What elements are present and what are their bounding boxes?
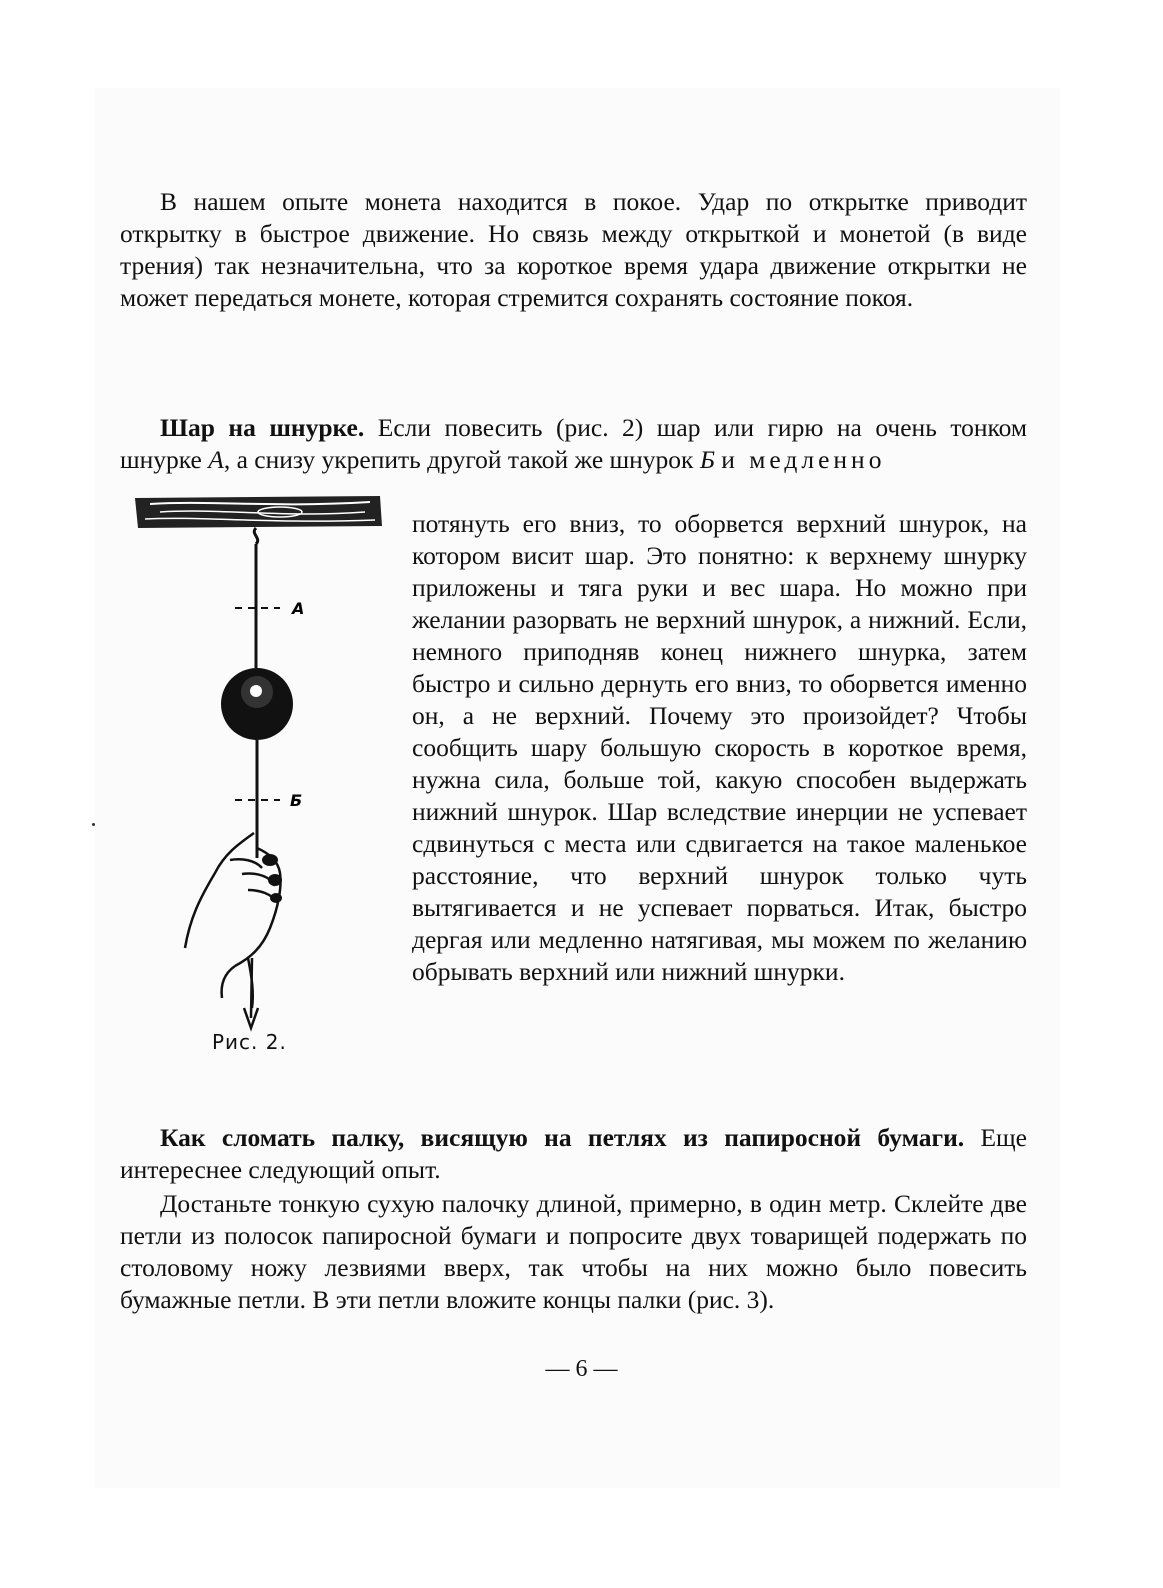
label-a-inline: А xyxy=(208,445,224,474)
speck xyxy=(92,823,95,826)
paragraph-ball-lead xyxy=(120,412,1027,476)
figure-ball-on-string xyxy=(130,488,390,1068)
ball xyxy=(221,668,293,740)
figure-label-b: Б xyxy=(290,791,303,810)
paragraph-coin-text: В нашем опыте монета находится в покое. Удар по открытке приводит открытку в быстрое движение. Но связь между открыткой и монетой (в виде трения) так незначительна, что за короткое время удара движение открытки не может передаться монете, которая стремится сохранять состояние покоя. xyxy=(120,187,1027,312)
paragraph-stick-instructions: Достаньте тонкую сухую палочку длиной, примерно, в один метр. Склейте две петли из полосок папиросной бумаги и попросите двух товарищей подержать по столовому ножу лезвиями вверх, так чтобы на них можно было повесить бумажные петли. В эти петли вложите концы палки (рис. 3). xyxy=(120,1189,1027,1314)
ball-lead-mid: , а снизу укрепить другой такой же шнурок xyxy=(223,445,694,474)
section-heading-stick: Как сломать палку, висящую на петлях из папиросной бумаги. xyxy=(160,1123,965,1152)
ball-lead-text: Если повесить (рис. 2) шар или гирю на очень тонком шнурке xyxy=(120,413,1028,474)
paragraph-ball-body xyxy=(412,508,1027,988)
spaced-word: и медленно xyxy=(721,445,886,474)
page-number: — 6 — xyxy=(545,1356,618,1382)
string-end xyxy=(251,958,252,1018)
label-b-inline: Б xyxy=(699,445,715,474)
figure-label-a: А xyxy=(292,599,305,618)
hook xyxy=(254,528,257,544)
wooden-beam xyxy=(135,496,382,528)
paragraph-stick-heading xyxy=(120,1122,1027,1186)
knuckle xyxy=(262,854,278,866)
paragraph-coin xyxy=(120,186,1027,314)
section-heading-ball: Шар на шнурке. xyxy=(160,413,365,442)
knuckle xyxy=(270,893,282,903)
knuckle xyxy=(268,874,282,886)
ball-body-text: потянуть его вниз, то оборвется верхний шнурок, на котором висит шар. Это понятно: к верхнему шнурку приложены и тяга руки и вес шара. Но можно при желании разорвать не верхний шнурок, а нижний. Если, немного приподняв конец нижнего шнурка, затем быстро и сильно дернуть его вниз, то оборвется именно он, а не верхний. Почему это произойдет? Чтобы сообщить шару большую скорость в короткое время, нужна сила, больше той, какую способен выдержать нижний шнурок. Шар вследствие инерции не успевает сдвинуться с места или сдвигается на такое маленькое расстояние, что верхний шнурок только чуть вытягивается и не успевает порваться. Итак, быстро дергая или медленно натягивая, мы можем по желанию обрывать верхний или нижний шнурки. xyxy=(412,509,1027,986)
stick-lead-text: Еще интереснее следующий опыт. xyxy=(120,1123,1027,1184)
figure-caption: Рис. 2. xyxy=(212,1030,287,1054)
